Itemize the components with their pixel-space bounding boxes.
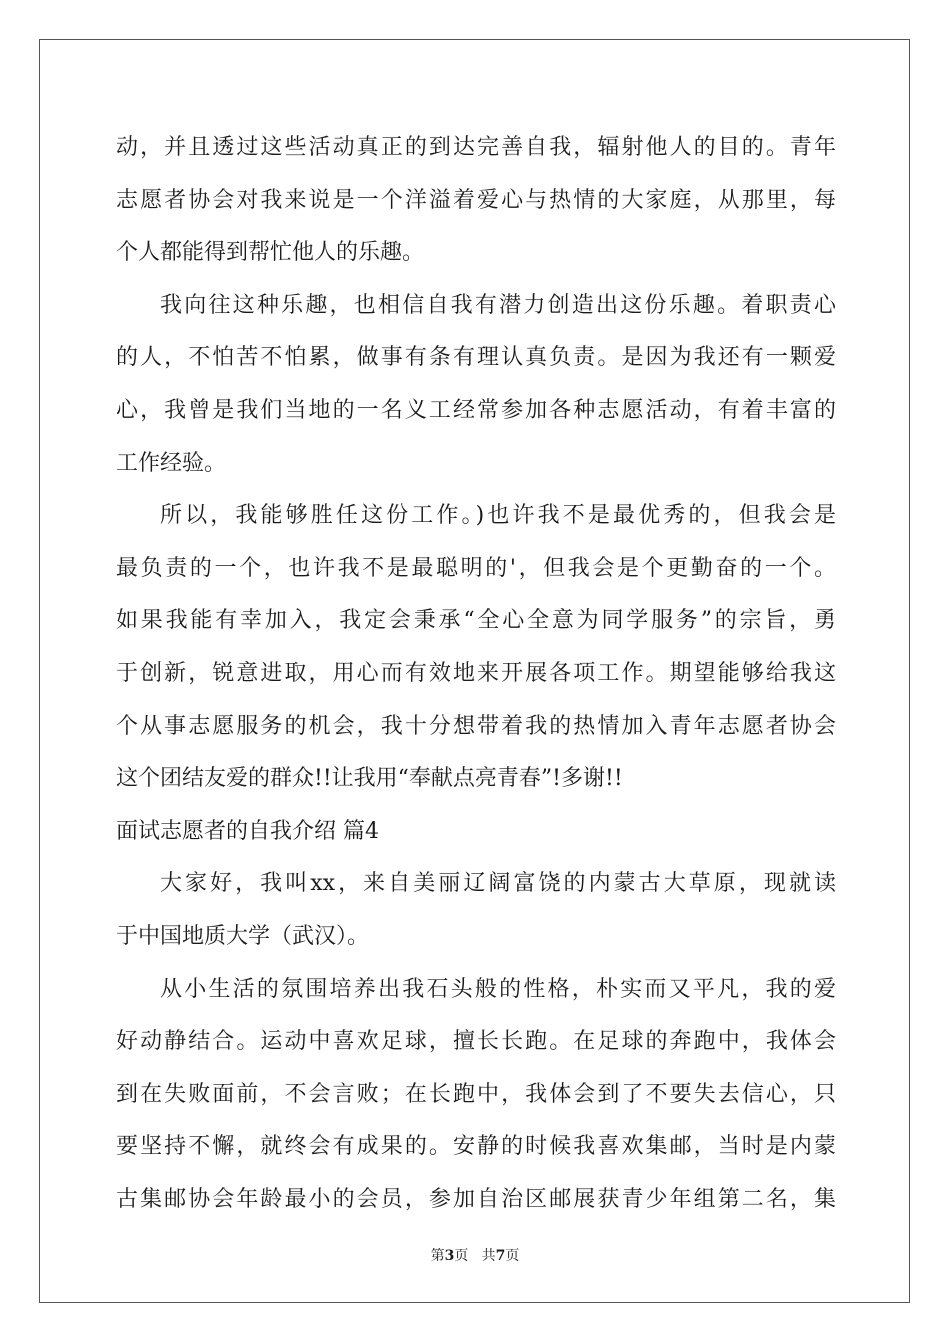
text-line: 如果我能有幸加入，我定会秉承“全心全意为同学服务”的宗旨，勇 bbox=[116, 608, 836, 634]
footer-prefix: 第 bbox=[430, 1248, 445, 1264]
text-line: 古集邮协会年龄最小的会员，参加自治区邮展获青少年组第二名，集 bbox=[116, 1186, 836, 1212]
text-line: 要坚持不懈，就终会有成果的。安静的时候我喜欢集邮，当时是内蒙 bbox=[116, 1134, 836, 1160]
text-line: 好动静结合。运动中喜欢足球，擅长长跑。在足球的奔跑中，我体会 bbox=[116, 1029, 836, 1055]
footer-page-word: 页 bbox=[454, 1248, 469, 1264]
footer-total-prefix: 共 bbox=[481, 1248, 496, 1264]
footer-total-suffix: 页 bbox=[505, 1248, 520, 1264]
text-line: 从小生活的氛围培养出我石头般的性格，朴实而又平凡，我的爱 bbox=[160, 976, 836, 1002]
text-line: 大家好，我叫xx，来自美丽辽阔富饶的内蒙古大草原，现就读 bbox=[160, 871, 836, 897]
text-line: 工作经验。 bbox=[116, 450, 227, 476]
text-line: 最负责的一个，也许我不是最聪明的'，但我会是个更勤奋的一个。 bbox=[116, 555, 836, 581]
text-line: 志愿者协会对我来说是一个洋溢着爱心与热情的大家庭，从那里，每 bbox=[116, 187, 836, 213]
text-line: 的人，不怕苦不怕累，做事有条有理认真负责。是因为我还有一颗爱 bbox=[116, 345, 836, 371]
document-body bbox=[116, 122, 836, 1226]
text-line: 心，我曾是我们当地的一名义工经常参加各种志愿活动，有着丰富的 bbox=[116, 397, 836, 423]
footer-current-page: 3 bbox=[444, 1248, 455, 1264]
text-line: 我向往这种乐趣，也相信自我有潜力创造出这份乐趣。着职责心 bbox=[160, 292, 836, 318]
text-line: 所以，我能够胜任这份工作。)也许我不是最优秀的，但我会是 bbox=[160, 503, 836, 529]
page-footer bbox=[0, 1245, 950, 1265]
text-line: 于创新，锐意进取，用心而有效地来开展各项工作。期望能够给我这 bbox=[116, 660, 836, 686]
text-line: 个从事志愿服务的机会，我十分想带着我的热情加入青年志愿者协会 bbox=[116, 713, 836, 739]
footer-total-pages: 7 bbox=[495, 1248, 506, 1264]
text-line: 动，并且透过这些活动真正的到达完善自我，辐射他人的目的。青年 bbox=[116, 135, 836, 160]
text-line: 到在失败面前，不会言败；在长跑中，我体会到了不要失去信心，只 bbox=[116, 1081, 836, 1107]
text-line: 这个团结友爱的群众!!让我用“奉献点亮青春”!多谢!! bbox=[116, 766, 623, 792]
text-line: 个人都能得到帮忙他人的乐趣。 bbox=[116, 240, 425, 266]
section-heading: 面试志愿者的自我介绍 篇4 bbox=[116, 818, 379, 844]
text-line: 于中国地质大学（武汉）。 bbox=[116, 923, 370, 949]
